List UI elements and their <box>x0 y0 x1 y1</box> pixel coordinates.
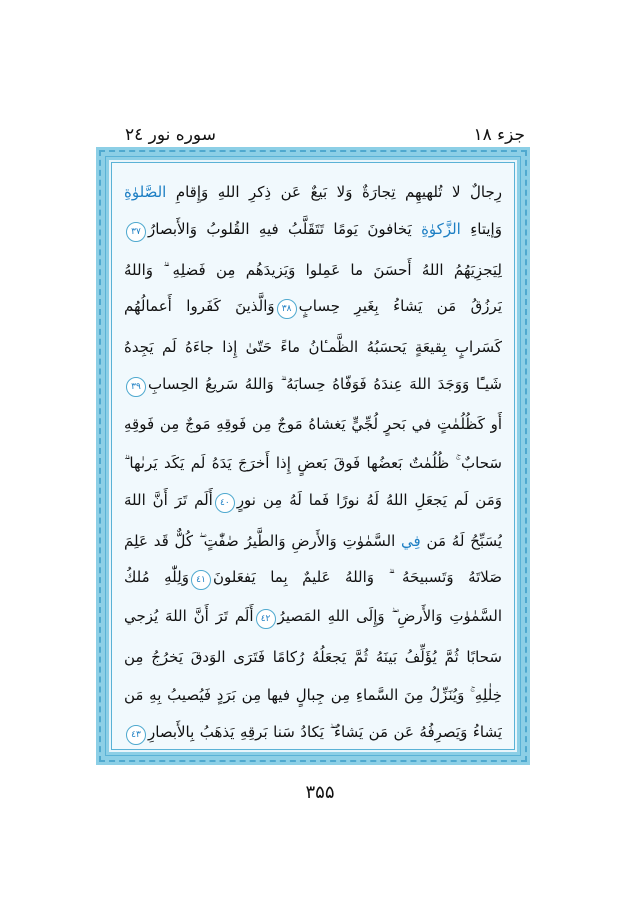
text-line <box>124 405 502 444</box>
juz-label: جزء ۱۸ <box>473 125 525 145</box>
verse-text: يَشاءُ وَيَصرِفُهُ عَن مَن يَشاءُ ۖ يَكادُ سَنا بَرقِهِ يَذهَبُ بِالأَبصارِ <box>148 722 502 741</box>
ornamental-frame <box>96 147 530 765</box>
text-line <box>124 715 502 754</box>
verse-text: وَلِلّٰهِ مُلكُ <box>124 568 189 587</box>
verse-text: وَالَّذينَ كَفَروا أَعمالُهُم <box>124 297 275 316</box>
text-line <box>124 599 502 638</box>
text-line <box>124 250 502 289</box>
verse-text: خِلٰلِهِ ۚ وَيُنَزِّلُ مِنَ السَّماءِ مِن جِبالٍ فيها مِن بَرَدٍ فَيُصيبُ بِهِ مَن <box>124 686 502 705</box>
page-number: ۳۵۵ <box>305 782 335 803</box>
verse-text: يَرزُقُ مَن يَشاءُ بِغَيرِ حِسابٍ <box>298 297 502 316</box>
ayah-number-marker: ۳۷ <box>126 222 146 242</box>
ayah-number-marker: ۳۹ <box>126 377 146 397</box>
surah-label: سوره نور ۲٤ <box>125 125 216 145</box>
ayah-number-marker: ٤١ <box>191 570 211 590</box>
text-line <box>124 560 502 599</box>
ayah-number-marker: ٤٠ <box>215 493 235 513</box>
verse-text: سَحابٌ ۚ ظُلُمٰتٌ بَعضُها فَوقَ بَعضٍ إِذا أَخرَجَ يَدَهُ لَم يَكَد يَرىٰها ۗ <box>124 454 502 473</box>
text-line <box>124 289 502 328</box>
verse-text: أَو كَظُلُمٰتٍ في بَحرٍ لُجِّيٍّ يَغشاهُ مَوجٌ مِن فَوقِهِ مَوجٌ مِن فَوقِهِ <box>124 415 502 434</box>
verse-text: صَلاتَهُ وَتَسبيحَهُ ۗ وَاللهُ عَليمٌ بِما يَفعَلونَ <box>212 568 502 587</box>
verse-text: أَلَم تَرَ أَنَّ اللهَ <box>124 490 213 509</box>
text-line <box>124 521 502 560</box>
highlighted-word: الزَّكوٰةِ <box>411 220 471 239</box>
verse-text: يَخافونَ يَومًا تَتَقَلَّبُ فيهِ القُلوبُ وَالأَبصارُ <box>148 220 412 239</box>
text-line <box>124 676 502 715</box>
verse-text: سَحابًا ثُمَّ يُؤَلِّفُ بَينَهُ ثُمَّ يَجعَلُهُ رُكامًا فَتَرَى الوَدقَ يَخرُجُ مِن <box>124 647 502 666</box>
verse-text: يُسَبِّحُ لَهُ مَن <box>426 531 502 550</box>
text-line <box>124 173 502 212</box>
text-area <box>111 162 515 750</box>
ayah-number-marker: ۳۸ <box>277 299 297 319</box>
highlighted-word: الصَّلوٰةِ <box>124 183 176 202</box>
verse-text: كَسَرابٍ بِقيعَةٍ يَحسَبُهُ الظَّمـٔانُ ماءً حَتّىٰ إِذا جاءَهُ لَم يَجِدهُ <box>124 338 502 357</box>
ayah-number-marker: ٤٣ <box>126 725 146 745</box>
verse-text: أَلَم تَرَ أَنَّ اللهَ يُزجي <box>124 606 254 625</box>
verse-text: السَّمٰوٰتِ وَالأَرضِ وَالطَّيرُ صٰفّٰتٍ ۖ كُلٌّ قَد عَلِمَ <box>124 531 396 550</box>
verse-text: رِجالٌ لا تُلهيهِم تِجارَةٌ وَلا بَيعٌ عَن ذِكرِ اللهِ وَإِقامِ <box>175 183 502 202</box>
text-line <box>124 366 502 405</box>
text-line <box>124 637 502 676</box>
verse-text: السَّمٰوٰتِ وَالأَرضِ ۖ وَإِلَى اللهِ المَصيرُ <box>277 606 502 625</box>
highlighted-word: فِي <box>395 531 427 550</box>
verse-text: شَيـًٔا وَوَجَدَ اللهَ عِندَهُ فَوَفّاهُ حِسابَهُ ۗ وَاللهُ سَريعُ الحِسابِ <box>148 374 502 393</box>
ayah-number-marker: ٤٢ <box>256 609 276 629</box>
text-line <box>124 212 502 251</box>
verse-text: وَإيتاءِ <box>470 220 502 239</box>
text-line <box>124 444 502 483</box>
page-header <box>125 122 525 148</box>
verse-text: وَمَن لَم يَجعَلِ اللهُ لَهُ نورًا فَما لَهُ مِن نورٍ <box>236 490 502 509</box>
quran-text <box>124 173 502 753</box>
text-line <box>124 483 502 522</box>
verse-text: لِيَجزِيَهُمُ اللهُ أَحسَنَ ما عَمِلوا وَيَزيدَهُم مِن فَضلِهِ ۗ وَاللهُ <box>124 260 502 279</box>
text-line <box>124 328 502 367</box>
